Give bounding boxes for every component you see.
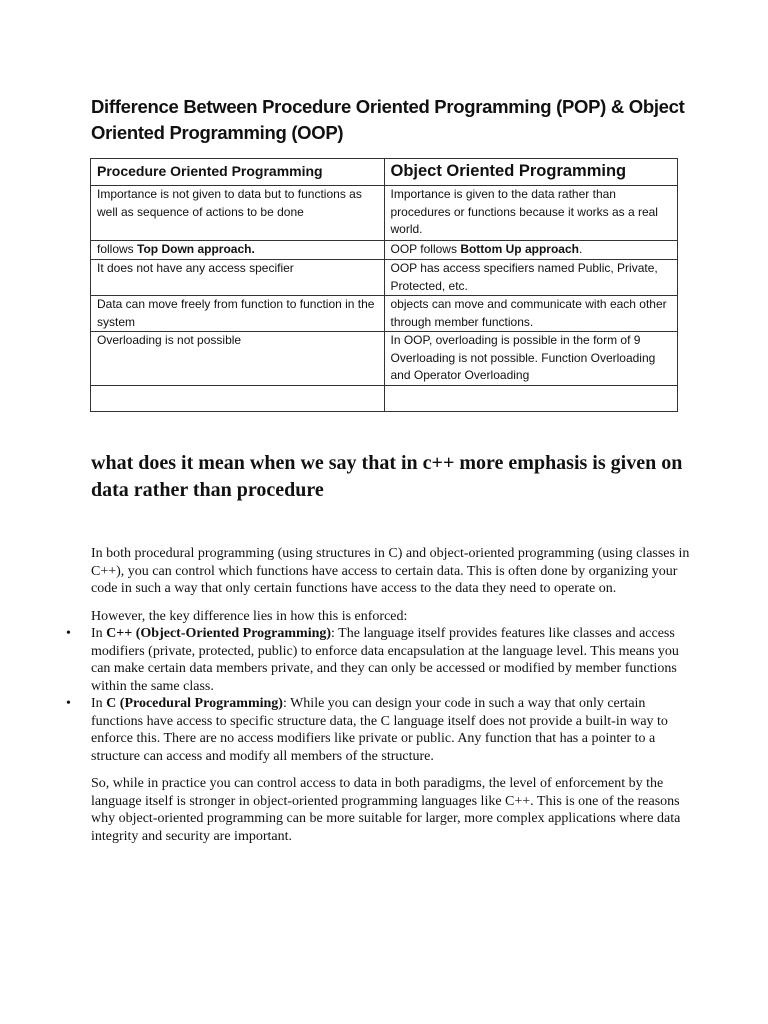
- comparison-table: [90, 158, 678, 412]
- question-heading: what does it mean when we say that in c++ more emphasis is given on data rather than procedure: [91, 452, 683, 501]
- cell-text: objects can move and communicate with each other through member functions.: [390, 297, 667, 329]
- oop-cell: [384, 241, 678, 260]
- bullet-text: : While you can design your code in such a way that only certain functions have access to specific structure data, the C language itself does not provide a built-in way to enforce this. There are no access modifiers like private or public. Any function that has a pointer to a structure can access and modify all members of the structure.: [91, 696, 668, 764]
- header-pop: Procedure Oriented Programming: [91, 159, 385, 186]
- pop-cell: [91, 332, 385, 386]
- oop-cell: [384, 186, 678, 241]
- header-oop: Object Oriented Programming: [384, 159, 678, 186]
- bullet-text: : The language itself provides features like classes and access modifiers (private, protected, public) to enforce data encapsulation at the language level. This means you can make certain data members private, and they can only be accessed or modified by member functions within the same class.: [91, 626, 679, 694]
- bullet-text: In: [91, 696, 107, 711]
- cell-text: Importance is given to the data rather than procedures or functions because it works as a real world.: [390, 187, 658, 236]
- cell-text: OOP follows: [390, 242, 461, 256]
- oop-cell: [384, 385, 678, 411]
- cell-text: Top Down approach.: [137, 242, 255, 256]
- bullet-item: [66, 625, 691, 695]
- cell-text: Bottom Up approach: [460, 242, 579, 256]
- paragraph: However, the key difference lies in how this is enforced:: [91, 608, 408, 624]
- cell-text: Overloading is not possible: [97, 333, 242, 347]
- answer-body: [66, 545, 691, 855]
- cell-text: .: [578, 242, 583, 256]
- table-header-row: [91, 159, 678, 186]
- cell-text: Data can move freely from function to function in the system: [97, 297, 375, 329]
- paragraph: So, while in practice you can control access to data in both paradigms, the level of enforcement by the language itself is stronger in object-oriented programming languages like C++. This is one of the reasons why object-oriented programming can be more suitable for larger, more complex applications where data integrity and security are important.: [91, 776, 681, 844]
- pop-cell: [91, 241, 385, 260]
- pop-cell: [91, 186, 385, 241]
- cell-text: Importance is not given to data but to functions as well as sequence of actions to be done: [97, 187, 362, 219]
- bullet-item: [66, 695, 691, 765]
- cell-text: In OOP, overloading is possible in the form of 9 Overloading is not possible. Function Overloading and Operator Overloading: [390, 333, 656, 382]
- pop-cell: [91, 385, 385, 411]
- table-row: [91, 241, 678, 260]
- document-title: Difference Between Procedure Oriented Programming (POP) & Object Oriented Programming (OOP): [91, 96, 685, 143]
- bullet-text: In: [91, 626, 107, 641]
- cell-text: It does not have any access specifier: [97, 261, 294, 275]
- cell-text: OOP has access specifiers named Public, Private, Protected, etc.: [390, 261, 658, 293]
- table-row: [91, 186, 678, 241]
- oop-cell: [384, 296, 678, 332]
- table-row: [91, 332, 678, 386]
- bullet-list: [66, 625, 691, 765]
- bullet-icon: •: [66, 626, 71, 641]
- oop-cell: [384, 260, 678, 296]
- paragraph: In both procedural programming (using structures in C) and object-oriented programming (using classes in C++), you can control which functions have access to certain data. This is often done by organizing your code in such a way that only certain functions have access to the data they need to operate on.: [91, 546, 690, 596]
- oop-cell: [384, 332, 678, 386]
- bullet-text: C++ (Object-Oriented Programming): [106, 626, 332, 641]
- bullet-icon: •: [66, 696, 71, 711]
- bullet-text: C (Procedural Programming): [106, 696, 283, 711]
- table-row: [91, 385, 678, 411]
- table-row: [91, 296, 678, 332]
- pop-cell: [91, 260, 385, 296]
- cell-text: follows: [97, 242, 138, 256]
- table-row: [91, 260, 678, 296]
- pop-cell: [91, 296, 385, 332]
